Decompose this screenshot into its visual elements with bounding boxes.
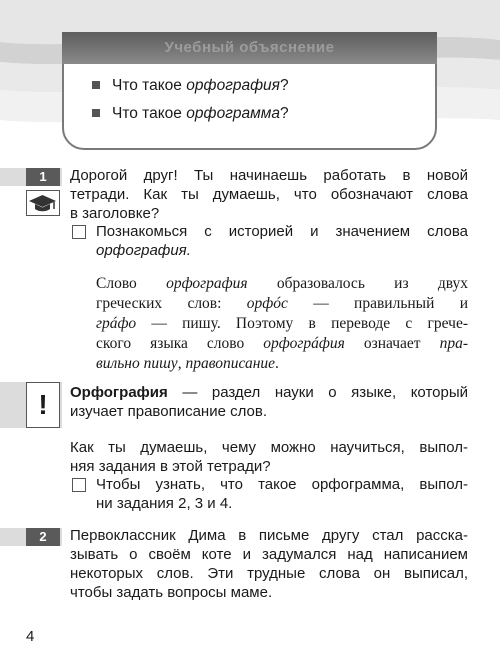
- square-bullet-icon: [92, 109, 100, 117]
- checkbox-icon: [72, 225, 86, 239]
- card-header: Учебный объяснение: [62, 32, 437, 64]
- question-item: Что такое орфография?: [92, 76, 289, 96]
- task1-text: Дорогой друг! Ты начинаешь работать в новой тетради. Как ты думаешь, что обозначают слова в заголовке?: [70, 167, 468, 222]
- task1-instruction: Познакомься с историей и значением слова орфография.: [96, 223, 468, 259]
- graduation-cap-icon: [26, 190, 60, 216]
- task2-text: Первоклассник Дима в письме другу стал расска- зывать о своём коте и задумался над написанием некоторых слов. Эти трудные слова он выписал, чтобы задать вопросы маме.: [70, 527, 468, 601]
- task-number-badge: 2: [26, 528, 60, 546]
- etymology-paragraph: Слово орфография образовалось из двух греческих слов: орфóс — правильный и грáфо — пишу. Поэтому в переводе с грече- ского языка слово орфогрáфия означает пра- вильно пишу, правописание.: [96, 275, 469, 372]
- task-number-badge: 1: [26, 168, 60, 186]
- exclamation-icon: !: [26, 382, 60, 428]
- checkbox-icon: [72, 478, 86, 492]
- square-bullet-icon: [92, 81, 100, 89]
- question-item: Что такое орфограмма?: [92, 104, 289, 124]
- question2-instruction: Чтобы узнать, что такое орфограмма, выпол- ни задания 2, 3 и 4.: [96, 476, 468, 512]
- lesson-questions-card: [62, 32, 437, 150]
- rule-definition: Орфография — раздел науки о языке, который изучает правописание слов.: [70, 384, 468, 420]
- question2-text: Как ты думаешь, чему можно научиться, выпол- няя задания в этой тетради?: [70, 439, 468, 475]
- page-number: 4: [26, 628, 35, 645]
